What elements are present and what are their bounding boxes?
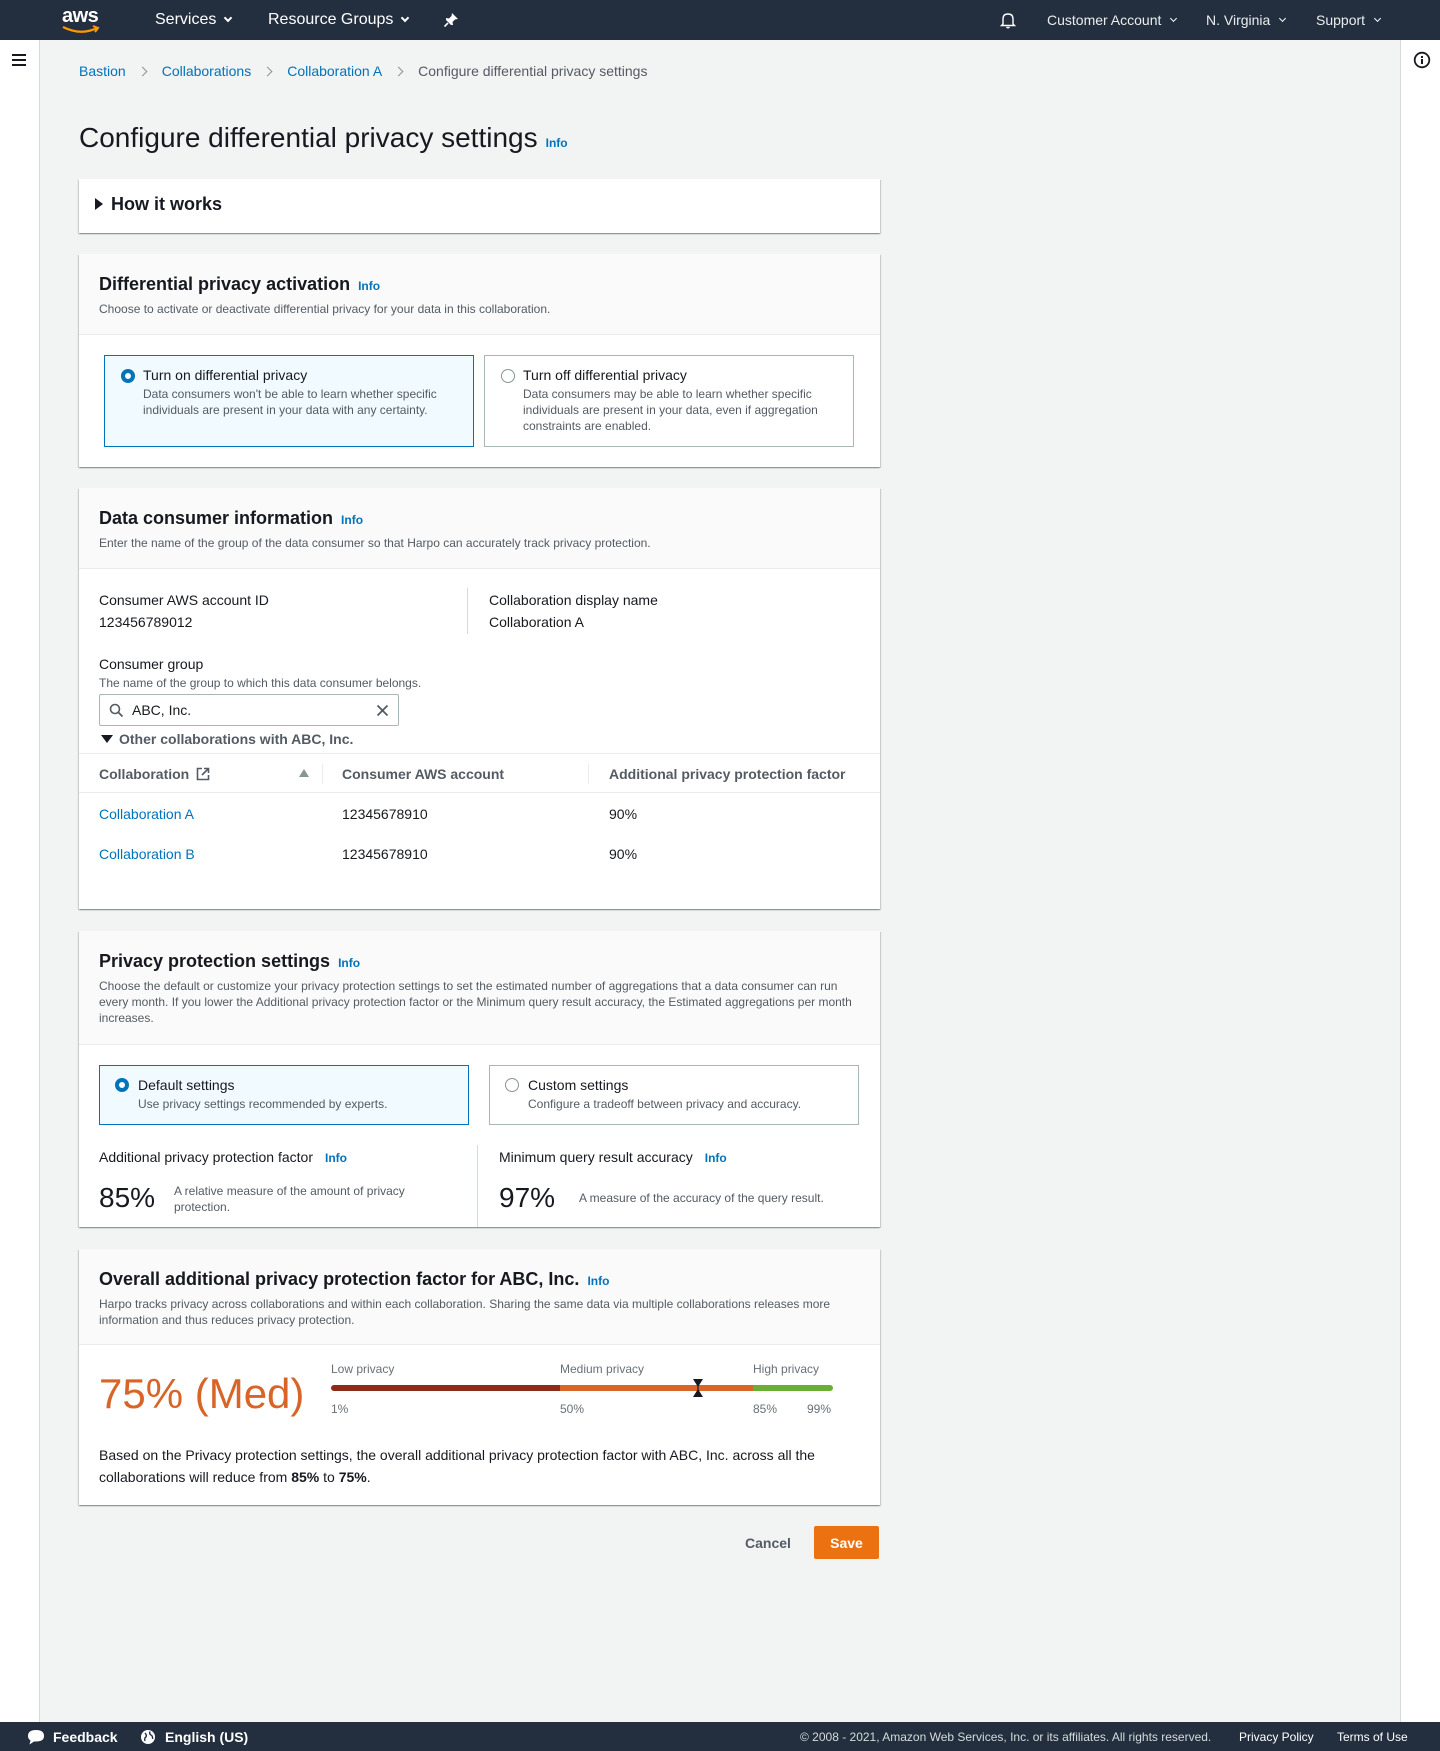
consumer-title <box>99 508 860 529</box>
resource-groups-menu[interactable] <box>268 0 408 40</box>
table-row <box>79 834 880 874</box>
column-divider <box>477 1145 478 1227</box>
collaboration-header-label: Collaboration <box>99 766 190 782</box>
factor-cell: 90% <box>609 846 638 862</box>
chevron-down-icon <box>1170 14 1177 21</box>
account-cell: 12345678910 <box>342 806 428 822</box>
overall-summary <box>99 1444 859 1488</box>
privacy-settings-description: Choose the default or customize your privacy protection settings to set the estimated number of aggregations that a data consumer can run every month. If you lower the Additional privacy protection factor or the Minimum query result accuracy, the Estimated aggregations per month increases. <box>99 979 852 1025</box>
other-collaborations-label[interactable]: Other collaborations with ABC, Inc. <box>119 731 354 747</box>
summary-to-value: 75% <box>338 1469 367 1485</box>
turn-off-description: Data consumers may be able to learn whether specific individuals are present in your data, even if aggregation constraints are enabled. <box>523 387 818 433</box>
save-button[interactable]: Save <box>814 1526 879 1559</box>
privacy-settings-title <box>99 951 860 972</box>
turn-off-label: Turn off differential privacy <box>523 367 687 383</box>
factor-label <box>99 1149 347 1165</box>
support-menu[interactable] <box>1316 0 1380 40</box>
medium-privacy-segment <box>560 1385 753 1391</box>
privacy-settings-panel <box>79 931 880 1227</box>
collaboration-link[interactable]: Collaboration B <box>99 846 195 862</box>
breadcrumb-collaborations[interactable]: Collaborations <box>161 63 252 79</box>
resource-groups-label: Resource Groups <box>268 11 394 28</box>
privacy-scale <box>331 1362 833 1424</box>
breadcrumb <box>79 62 647 80</box>
feedback-button[interactable] <box>27 1722 118 1751</box>
scale-tick-label: 50% <box>560 1402 585 1416</box>
pin-icon[interactable] <box>443 0 459 40</box>
page-info-link[interactable]: Info <box>545 136 568 150</box>
overall-description: Harpo tracks privacy across collaborations and within each collaboration. Sharing the same data via multiple collaborations releases more information and thus reduces privacy protection. <box>99 1297 831 1327</box>
chevron-right-icon <box>263 66 273 76</box>
collab-name-value: Collaboration A <box>489 614 584 630</box>
feedback-label: Feedback <box>53 1728 118 1745</box>
caret-down-icon[interactable] <box>101 735 113 743</box>
cancel-button[interactable]: Cancel <box>745 1535 791 1551</box>
info-circle-icon[interactable] <box>1413 51 1431 69</box>
factor-value: 85% <box>99 1182 156 1213</box>
top-navigation <box>0 0 1440 40</box>
column-divider <box>467 588 468 634</box>
turn-on-description: Data consumers won't be able to learn whether specific individuals are present in your data with any certainty. <box>143 387 437 417</box>
custom-settings-label: Custom settings <box>528 1077 629 1093</box>
consumer-panel <box>79 488 880 909</box>
custom-settings-description: Configure a tradeoff between privacy and accuracy. <box>528 1097 802 1111</box>
factor-label-text: Additional privacy protection factor <box>99 1149 313 1165</box>
chevron-right-icon <box>137 66 147 76</box>
activation-description: Choose to activate or deactivate differential privacy for your data in this collaboration. <box>99 302 551 316</box>
activation-title <box>99 274 860 295</box>
consumer-group-input-value: ABC, Inc. <box>132 702 192 718</box>
aws-smile-icon <box>61 25 101 35</box>
language-label: English (US) <box>165 1728 249 1745</box>
left-sidebar <box>0 40 40 1722</box>
factor-cell: 90% <box>609 806 638 822</box>
breadcrumb-collaboration-a[interactable]: Collaboration A <box>287 63 383 79</box>
activation-info-link[interactable]: Info <box>358 279 381 293</box>
high-privacy-label: High privacy <box>753 1362 820 1376</box>
page-title <box>79 122 568 154</box>
column-header-factor[interactable]: Additional privacy protection factor <box>609 766 846 782</box>
consumer-header <box>79 488 880 569</box>
activation-panel <box>79 254 880 467</box>
chevron-down-icon <box>1279 14 1286 21</box>
chevron-right-icon <box>394 66 404 76</box>
chevron-down-icon <box>401 14 409 22</box>
turn-on-radio[interactable] <box>121 369 135 383</box>
privacy-policy-link[interactable]: Privacy Policy <box>1239 1729 1314 1744</box>
notifications-bell-icon[interactable] <box>999 0 1017 40</box>
account-id-value: 123456789012 <box>99 614 193 630</box>
how-it-works-label: How it works <box>111 194 223 214</box>
column-separator <box>588 764 589 784</box>
speech-bubble-icon <box>27 1729 45 1745</box>
turn-off-radio[interactable] <box>501 369 515 383</box>
consumer-group-description: The name of the group to which this data consumer belongs. <box>99 676 422 690</box>
medium-privacy-label: Medium privacy <box>560 1362 645 1376</box>
region-label: N. Virginia <box>1206 12 1271 28</box>
services-menu[interactable] <box>155 0 231 40</box>
accuracy-label <box>499 1149 727 1165</box>
consumer-group-search-input[interactable] <box>99 694 399 726</box>
sort-ascending-icon[interactable] <box>299 769 309 777</box>
consumer-title-text: Data consumer information <box>99 508 334 528</box>
accuracy-description: A measure of the accuracy of the query result. <box>579 1191 824 1205</box>
consumer-info-link[interactable]: Info <box>341 513 364 527</box>
summary-end: . <box>366 1469 371 1485</box>
account-menu[interactable] <box>1047 0 1176 40</box>
services-label: Services <box>155 11 217 28</box>
overall-header <box>79 1249 880 1345</box>
support-label: Support <box>1316 12 1366 28</box>
overall-privacy-panel <box>79 1249 880 1505</box>
consumer-description: Enter the name of the group of the data consumer so that Harpo can accurately track privacy protection. <box>99 536 651 550</box>
breadcrumb-current: Configure differential privacy settings <box>418 63 648 79</box>
footer <box>0 1722 1440 1751</box>
page-title-text: Configure differential privacy settings <box>79 122 538 153</box>
column-header-collaboration[interactable] <box>99 766 210 782</box>
high-privacy-segment <box>753 1385 833 1391</box>
accuracy-label-text: Minimum query result accuracy <box>499 1149 693 1165</box>
right-sidebar <box>1400 40 1440 1722</box>
language-selector[interactable] <box>140 1722 248 1751</box>
activation-title-text: Differential privacy activation <box>99 274 351 294</box>
overall-title-text: Overall additional privacy protection factor for ABC, Inc. <box>99 1269 580 1289</box>
column-separator <box>322 764 323 784</box>
default-settings-radio[interactable] <box>115 1078 129 1092</box>
chevron-down-icon <box>1374 14 1381 21</box>
overall-info-link[interactable]: Info <box>587 1274 610 1288</box>
accuracy-info-link[interactable]: Info <box>704 1151 727 1165</box>
globe-icon <box>140 1729 156 1745</box>
scale-tick-label: 85% <box>753 1402 778 1416</box>
summary-connector: to <box>319 1469 339 1485</box>
search-icon <box>109 703 124 718</box>
turn-on-label: Turn on differential privacy <box>143 367 308 383</box>
overall-factor-value: 75% (Med) <box>99 1370 305 1417</box>
turn-on-privacy-tile[interactable] <box>104 355 474 447</box>
default-settings-label: Default settings <box>138 1077 235 1093</box>
overall-title <box>99 1269 860 1290</box>
caret-right-icon <box>95 198 103 210</box>
consumer-group-label: Consumer group <box>99 656 204 672</box>
chevron-down-icon <box>224 14 232 22</box>
low-privacy-label: Low privacy <box>331 1362 395 1376</box>
collab-name-label: Collaboration display name <box>489 592 658 608</box>
factor-info-link[interactable]: Info <box>325 1151 347 1165</box>
account-id-label: Consumer AWS account ID <box>99 592 269 608</box>
low-privacy-segment <box>331 1385 560 1391</box>
custom-settings-tile[interactable] <box>489 1065 859 1125</box>
scale-tick-label: 99% <box>807 1402 832 1416</box>
activation-header <box>79 254 880 335</box>
collaboration-link[interactable]: Collaboration A <box>99 806 194 822</box>
summary-text: Based on the Privacy protection settings, the overall additional privacy protection factor with ABC, Inc. across all the collaborations will reduce from <box>99 1447 815 1485</box>
how-it-works-panel[interactable] <box>79 179 880 233</box>
clear-icon[interactable] <box>376 704 389 717</box>
privacy-settings-header <box>79 931 880 1045</box>
current-value-marker-icon <box>692 1378 704 1398</box>
default-settings-description: Use privacy settings recommended by experts. <box>138 1097 388 1111</box>
account-label: Customer Account <box>1047 12 1162 28</box>
scale-tick-label: 1% <box>331 1402 349 1416</box>
turn-off-privacy-tile[interactable] <box>484 355 854 447</box>
terms-of-use-link[interactable]: Terms of Use <box>1337 1729 1408 1744</box>
aws-logo[interactable] <box>60 0 102 40</box>
breadcrumb-bastion[interactable]: Bastion <box>79 63 126 79</box>
copyright-text: © 2008 - 2021, Amazon Web Services, Inc. or its affiliates. All rights reserved. <box>800 1729 1212 1744</box>
table-row <box>79 794 880 834</box>
table-header-row <box>79 754 880 793</box>
privacy-settings-title-text: Privacy protection settings <box>99 951 331 971</box>
accuracy-value: 97% <box>499 1182 556 1213</box>
factor-description: A relative measure of the amount of privacy protection. <box>174 1184 405 1214</box>
account-cell: 12345678910 <box>342 846 428 862</box>
external-link-icon <box>196 767 210 781</box>
summary-from-value: 85% <box>291 1469 320 1485</box>
aws-logo-text: aws <box>62 5 99 27</box>
region-menu[interactable] <box>1206 0 1285 40</box>
custom-settings-radio[interactable] <box>505 1078 519 1092</box>
privacy-settings-info-link[interactable]: Info <box>338 956 361 970</box>
default-settings-tile[interactable] <box>99 1065 469 1125</box>
column-header-account[interactable]: Consumer AWS account <box>342 766 505 782</box>
hamburger-menu-icon[interactable] <box>12 54 28 68</box>
